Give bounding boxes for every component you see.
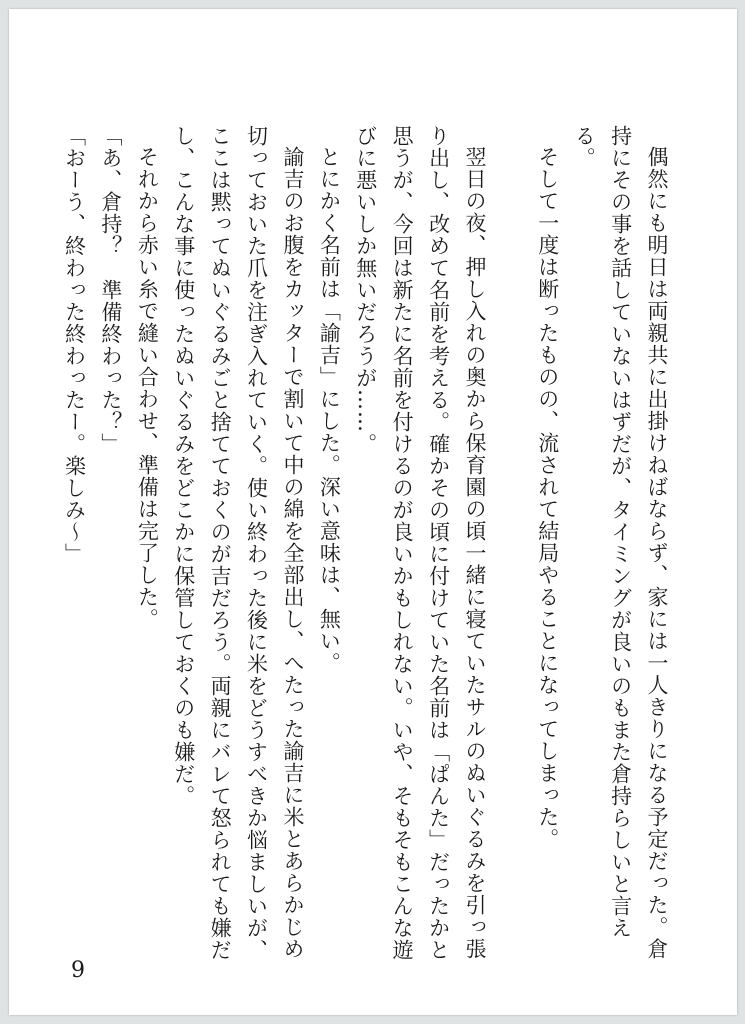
page-number: 9 [71, 958, 85, 983]
dialogue-line: 「おーう、終わった終わったー。楽しみ～」 [62, 125, 87, 565]
paragraph: それから赤い糸で縫い合わせ、準備は完了した。 [135, 146, 160, 630]
paragraph: とにかく名前は「諭吉」にした。深い意味は、無い。 [317, 146, 342, 674]
book-page [9, 9, 737, 1015]
vertical-text-body [56, 125, 675, 965]
paragraph: 翌日の夜、押し入れの奥から保育園の頃一緒に寝ていたサルのぬいぐるみを引っ張り出し、改めて名前を考える。確かその頃に付けていた名前は「ぱんた」だったかと思うが、今回は新たに名前を付けるのが良いかもしれない。いや、そもそもこんな遊びに悪いしか無いだろうが……。 [353, 125, 487, 961]
paragraph: 諭吉のお腹をカッターで割いて中の綿を全部出し、へたった諭吉に米とあらかじめ切っておいた爪を注ぎ入れていく。使い終わった後に米をどうすべきか悩ましいが、ここは黙ってぬいぐるみごと捨てておくのが吉だろう。両親にバレて怒られても嫌だし、こんな事に使ったぬいぐるみをどこかに保管しておくのも嫌だ。 [171, 125, 305, 961]
paragraph: そして一度は断ったものの、流されて結局やることになってしまった。 [535, 146, 560, 850]
dialogue-line: 「あ、倉持？ 準備終わった？」 [98, 125, 123, 455]
paragraph: 偶然にも明日は両親共に出掛けねばならず、家には一人きりになる予定だった。倉持にその事を話していないはずだが、タイミングが良いのもまた倉持らしいと言える。 [572, 125, 669, 960]
blank-line [493, 125, 529, 126]
